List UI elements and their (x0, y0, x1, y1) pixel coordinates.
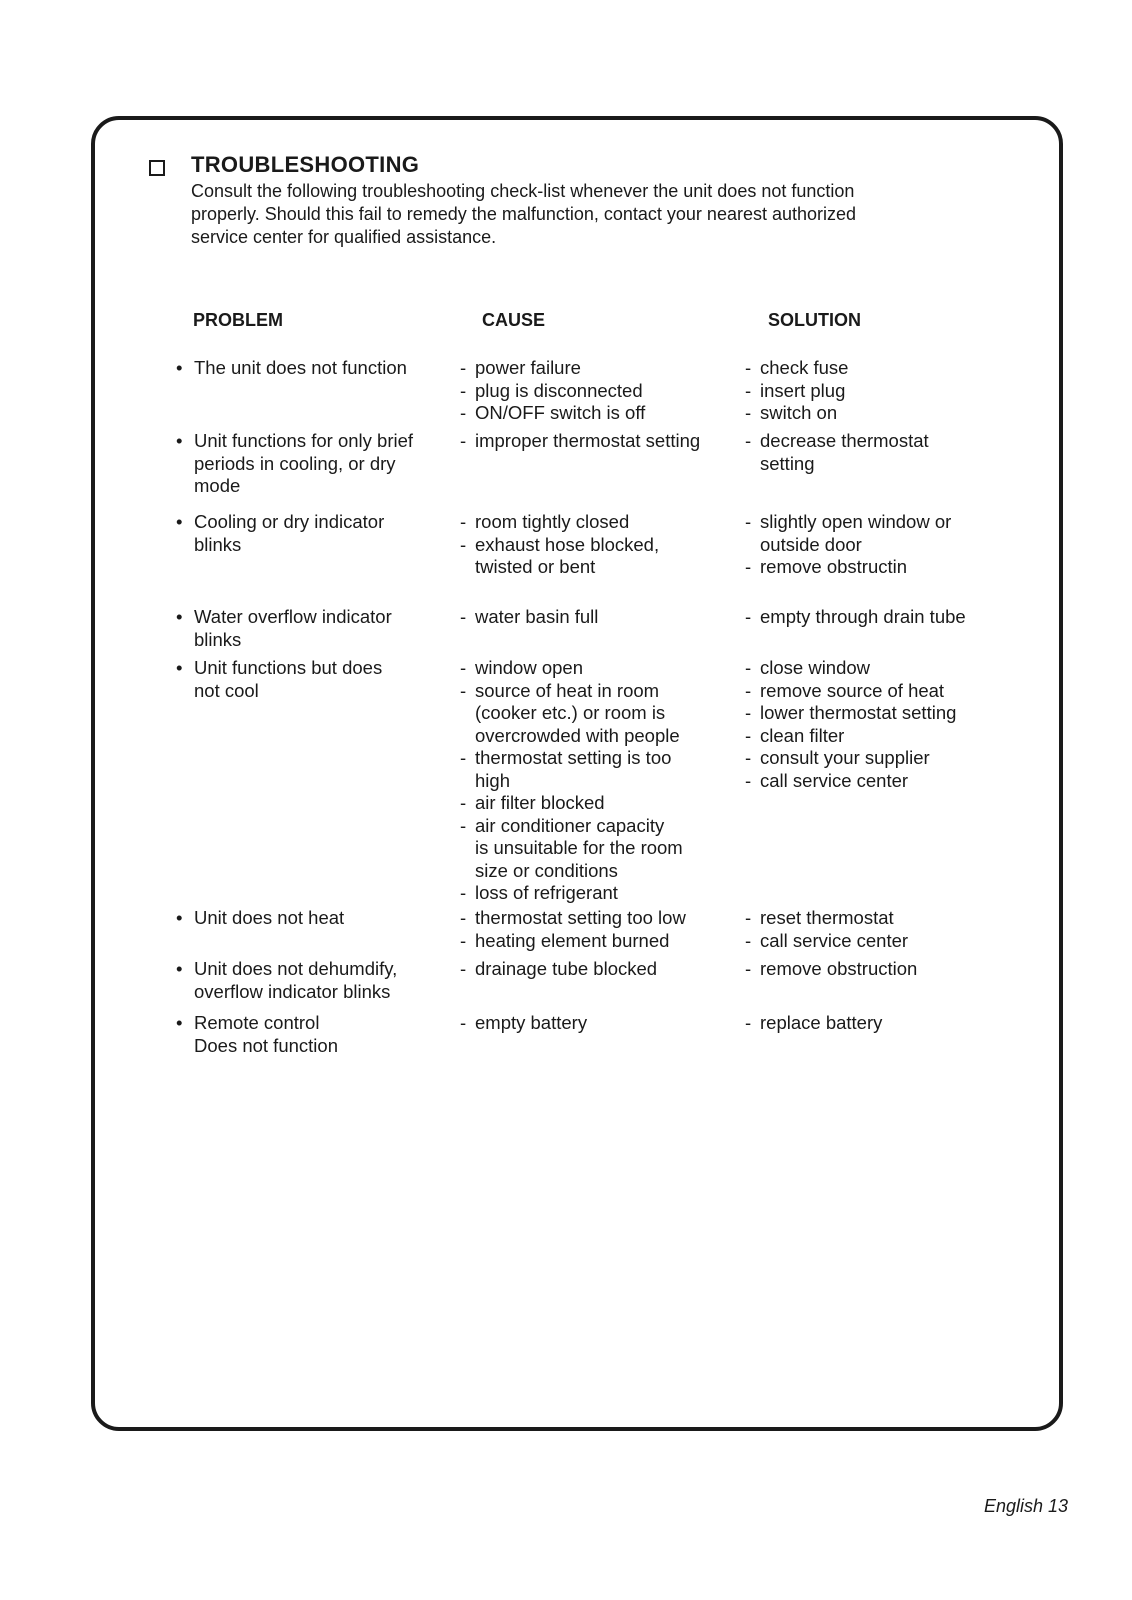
solution-line: - remove obstructin (745, 556, 908, 577)
solution-line: outside door (760, 533, 862, 555)
problem-text (194, 657, 459, 702)
dash-marker: - (460, 357, 467, 378)
cause-line: - air conditioner capacity (460, 814, 665, 836)
dash-marker: - (460, 657, 467, 678)
cause-line: - window open (460, 657, 583, 678)
cause-line: (cooker etc.) or room is (475, 702, 666, 723)
dash-marker: - (745, 907, 752, 928)
problem-line: Remote control (194, 1012, 320, 1033)
problem-line: Water overflow indicator (194, 606, 392, 627)
dash-marker: - (745, 606, 752, 627)
section-checkbox-icon (149, 160, 165, 176)
solution-line: - remove source of heat (745, 679, 945, 701)
cause-line: - power failure (460, 357, 581, 378)
dash-marker: - (745, 556, 752, 577)
solution-line: - switch on (745, 402, 838, 423)
problem-text (194, 1012, 459, 1057)
solution-column-header: SOLUTION (768, 310, 861, 330)
cause-line: - heating element burned (460, 929, 670, 951)
solution-cell (745, 357, 1015, 425)
problem-line: blinks (194, 628, 242, 650)
dash-marker: - (460, 511, 467, 532)
solution-line: - empty through drain tube (745, 606, 966, 627)
cause-cell (460, 357, 750, 425)
problem-line: periods in cooling, or dry (194, 452, 396, 474)
problem-line: overflow indicator blinks (194, 980, 391, 1002)
bullet-icon: • (176, 430, 183, 451)
cause-line: - source of heat in room (460, 679, 660, 701)
solution-line: - reset thermostat (745, 907, 894, 928)
bullet-icon: • (176, 958, 183, 979)
dash-marker: - (460, 679, 467, 701)
dash-marker: - (745, 724, 752, 746)
problem-text (194, 958, 459, 1003)
problem-text (194, 430, 459, 498)
problem-text (194, 357, 459, 380)
dash-marker: - (745, 958, 752, 979)
dash-marker: - (460, 533, 467, 555)
solution-line: - close window (745, 657, 871, 678)
dash-marker: - (460, 907, 467, 928)
dash-marker: - (745, 430, 752, 451)
cause-line: is unsuitable for the room (475, 837, 683, 858)
problem-line: not cool (194, 679, 259, 701)
dash-marker: - (745, 747, 752, 768)
intro-line: Consult the following troubleshooting check-list whenever the unit does not function (191, 181, 855, 201)
cause-line: - empty battery (460, 1012, 588, 1033)
cause-cell (460, 657, 750, 905)
solution-line: - consult your supplier (745, 747, 930, 768)
dash-marker: - (745, 402, 752, 423)
solution-line: - call service center (745, 769, 909, 791)
cause-line: size or conditions (475, 859, 618, 881)
problem-line: mode (194, 475, 241, 496)
dash-marker: - (460, 929, 467, 951)
bullet-icon: • (176, 511, 183, 532)
dash-marker: - (460, 430, 467, 451)
solution-line: - decrease thermostat (745, 430, 929, 451)
problem-line: Unit does not dehumdify, (194, 958, 398, 979)
bullet-icon: • (176, 357, 183, 378)
problem-text (194, 511, 459, 556)
dash-marker: - (745, 357, 752, 378)
dash-marker: - (745, 679, 752, 701)
solution-line: - check fuse (745, 357, 849, 378)
bullet-icon: • (176, 1012, 183, 1033)
dash-marker: - (745, 657, 752, 678)
bullet-icon: • (176, 657, 183, 678)
dash-marker: - (460, 882, 467, 903)
cause-line: - air filter blocked (460, 792, 605, 813)
solution-line: - replace battery (745, 1012, 883, 1033)
cause-line: - thermostat setting is too (460, 747, 672, 768)
problem-line: blinks (194, 533, 242, 555)
dash-marker: - (745, 702, 752, 723)
dash-marker: - (745, 769, 752, 791)
solution-cell (745, 958, 1015, 981)
dash-marker: - (460, 792, 467, 813)
problem-column-header: PROBLEM (193, 310, 283, 330)
cause-column-header: CAUSE (482, 310, 546, 330)
dash-marker: - (460, 606, 467, 627)
solution-cell (745, 907, 1015, 952)
problem-line: Unit does not heat (194, 907, 345, 928)
dash-marker: - (460, 402, 467, 423)
cause-line: - thermostat setting too low (460, 907, 686, 928)
section-title: TROUBLESHOOTING (191, 152, 420, 177)
cause-cell (460, 430, 750, 453)
cause-cell (460, 511, 750, 579)
problem-text (194, 606, 459, 651)
cause-line: - water basin full (460, 606, 599, 627)
dash-marker: - (460, 958, 467, 979)
cause-line: high (475, 769, 510, 791)
dash-marker: - (460, 1012, 467, 1033)
dash-marker: - (460, 747, 467, 768)
cause-line: - exhaust hose blocked, (460, 533, 660, 555)
cause-line: overcrowded with people (475, 724, 680, 746)
problem-line: Unit functions for only brief (194, 430, 414, 451)
dash-marker: - (745, 1012, 752, 1033)
problem-line: Does not function (194, 1034, 338, 1056)
solution-line: - lower thermostat setting (745, 702, 957, 723)
solution-cell (745, 511, 1015, 579)
cause-line: - room tightly closed (460, 511, 630, 532)
solution-line: setting (760, 452, 815, 474)
cause-line: twisted or bent (475, 556, 596, 577)
intro-paragraph (191, 180, 991, 249)
solution-cell (745, 606, 1015, 629)
dash-marker: - (460, 379, 467, 401)
bullet-icon: • (176, 907, 183, 928)
cause-line: - plug is disconnected (460, 379, 643, 401)
solution-line: - insert plug (745, 379, 846, 401)
intro-line: service center for qualified assistance. (191, 227, 497, 247)
solution-cell (745, 430, 1015, 475)
cause-line: - improper thermostat setting (460, 430, 701, 451)
cause-cell (460, 606, 750, 629)
solution-line: - slightly open window or (745, 511, 952, 532)
cause-cell (460, 958, 750, 981)
cause-cell (460, 907, 750, 952)
solution-line: - remove obstruction (745, 958, 918, 979)
problem-line: The unit does not function (194, 357, 407, 378)
dash-marker: - (745, 379, 752, 401)
page-number: English 13 (984, 1496, 1069, 1516)
dash-marker: - (745, 929, 752, 951)
dash-marker: - (745, 511, 752, 532)
solution-cell (745, 1012, 1015, 1035)
cause-line: - loss of refrigerant (460, 882, 618, 903)
bullet-icon: • (176, 606, 183, 627)
problem-line: Unit functions but does (194, 657, 383, 678)
cause-cell (460, 1012, 750, 1035)
dash-marker: - (460, 814, 467, 836)
intro-line: properly. Should this fail to remedy the malfunction, contact your nearest authorized (191, 204, 857, 224)
solution-line: - clean filter (745, 724, 845, 746)
problem-line: Cooling or dry indicator (194, 511, 385, 532)
cause-line: - drainage tube blocked (460, 958, 658, 979)
cause-line: - ON/OFF switch is off (460, 402, 646, 423)
problem-text (194, 907, 459, 930)
solution-cell (745, 657, 1015, 792)
solution-line: - call service center (745, 929, 909, 951)
